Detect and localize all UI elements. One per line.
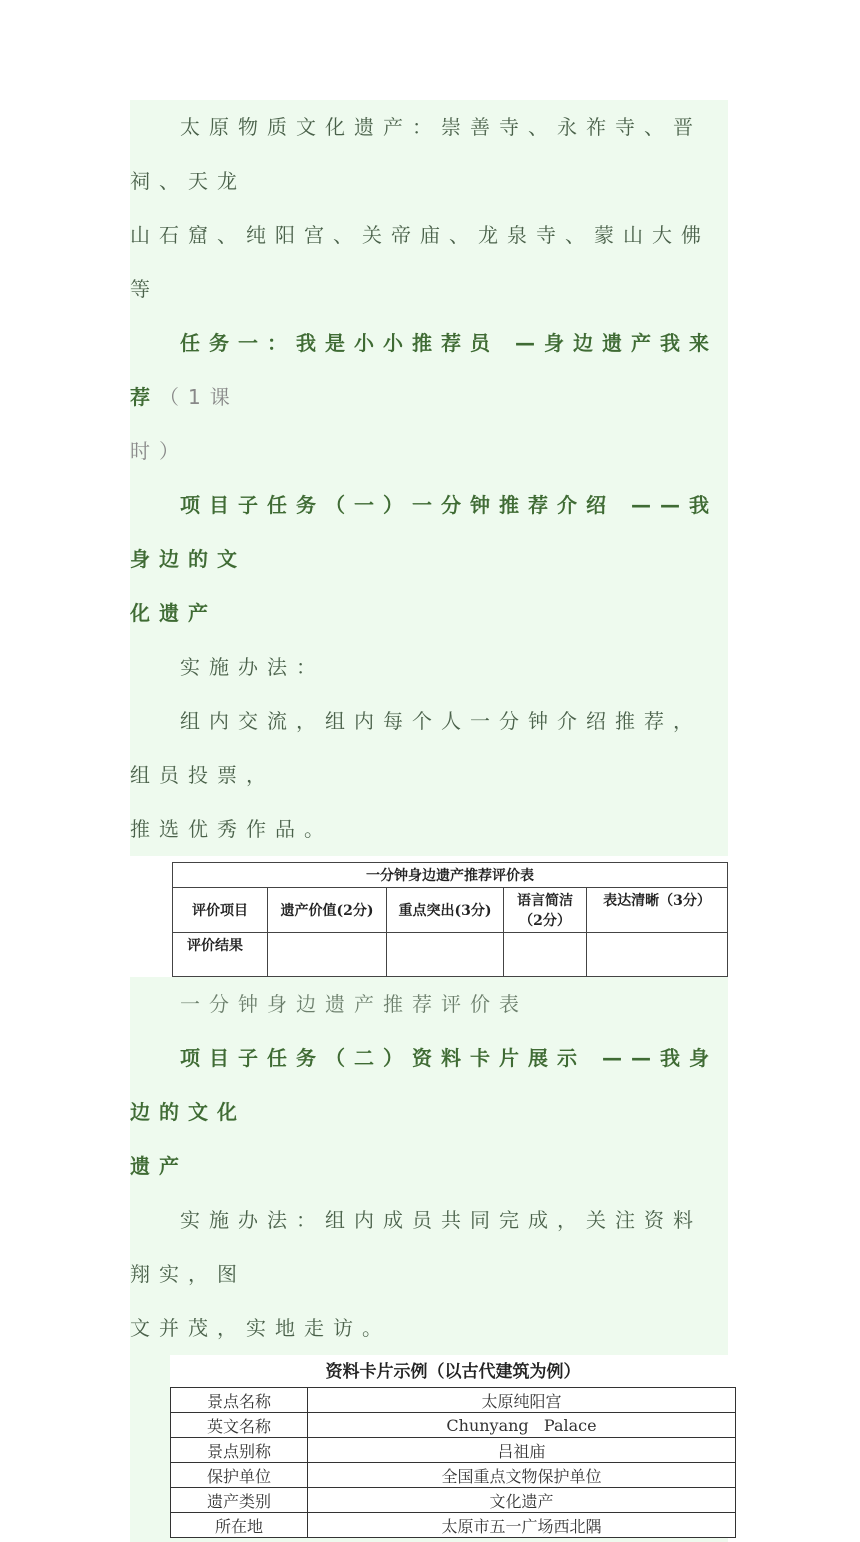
card-row [171,1463,736,1488]
card-row-value: 太原市五一广场西北隅 [308,1513,736,1538]
card-row [171,1513,736,1538]
eval-header-value: 遗产价值(2分) [268,888,387,933]
card-row-label: 景点名称 [171,1388,308,1413]
card-row-value: 吕祖庙 [308,1438,736,1463]
card-row-label: 保护单位 [171,1463,308,1488]
heritage-list-line-1: 太原物质文化遗产：崇善寺、永祚寺、晋祠、天龙 [130,115,702,193]
card-row [171,1488,736,1513]
card-row [171,1388,736,1413]
eval-header-item: 评价项目 [173,888,268,933]
card-row-value: 太原纯阳宫 [308,1388,736,1413]
method1-label: 实施办法： [180,655,325,679]
card-row-value: 全国重点文物保护单位 [308,1463,736,1488]
method2-paragraph [130,1193,728,1355]
card-row-label: 遗产类别 [171,1488,308,1513]
eval-cell-language [504,933,587,977]
eval-row-label: 评价结果 [173,933,268,977]
eval-header-clarity: 表达清晰（3分） [587,888,728,933]
eval-header-focus: 重点突出(3分) [387,888,504,933]
subtask1-line-2: 化遗产 [130,601,217,625]
method2-line-2: 文并茂，实地走访。 [130,1316,391,1340]
card-row-label: 英文名称 [171,1413,308,1438]
subtask1-heading [130,478,728,640]
eval-cell-focus [387,933,504,977]
task1-line-2: 时） [130,439,188,463]
heritage-list-line-2: 山石窟、纯阳宫、关帝庙、龙泉寺、蒙山大佛等 [130,223,710,301]
card-figure-inner [170,1355,736,1538]
card-row-value: Chunyang Palace [308,1413,736,1438]
subtask1-line-1: 项目子任务（一）一分钟推荐介绍 ——我身边的文 [130,493,718,571]
subtask2-line-1: 项目子任务（二）资料卡片展示 ——我身边的文化 [130,1046,718,1124]
eval-table-figure [172,856,728,977]
method2-line-1: 实施办法：组内成员共同完成，关注资料翔实，图 [130,1208,702,1286]
task1-title: 任务一：我是小小推荐员 —身边遗产我来荐 [130,331,718,409]
card-table [170,1387,736,1538]
document-body [130,100,728,1542]
task1-paren: （1课 [159,385,239,409]
task1-line-1 [130,316,728,424]
eval-caption-block [130,977,728,1031]
eval-cell-clarity [587,933,728,977]
card-row [171,1413,736,1438]
eval-table-title: 一分钟身边遗产推荐评价表 [173,863,728,888]
eval-header-language: 语言简洁（2分） [504,888,587,933]
method1-paragraph [130,640,728,856]
card-table-title: 资料卡片示例（以古代建筑为例） [325,1362,581,1382]
method1-detail-line-1: 组内交流，组内每个人一分钟介绍推荐，组员投票， [130,709,702,787]
subtask2-heading [130,1031,728,1193]
card-row [171,1438,736,1463]
heritage-paragraph [130,100,728,316]
method1-detail-line-2: 推选优秀作品。 [130,817,333,841]
eval-caption: 一分钟身边遗产推荐评价表 [180,992,528,1016]
subtask2-line-2: 遗产 [130,1154,188,1178]
eval-cell-value [268,933,387,977]
card-row-value: 文化遗产 [308,1488,736,1513]
card-figure [130,1355,728,1542]
card-row-label: 所在地 [171,1513,308,1538]
task1-heading [130,316,728,478]
card-row-label: 景点别称 [171,1438,308,1463]
eval-table [172,862,728,977]
